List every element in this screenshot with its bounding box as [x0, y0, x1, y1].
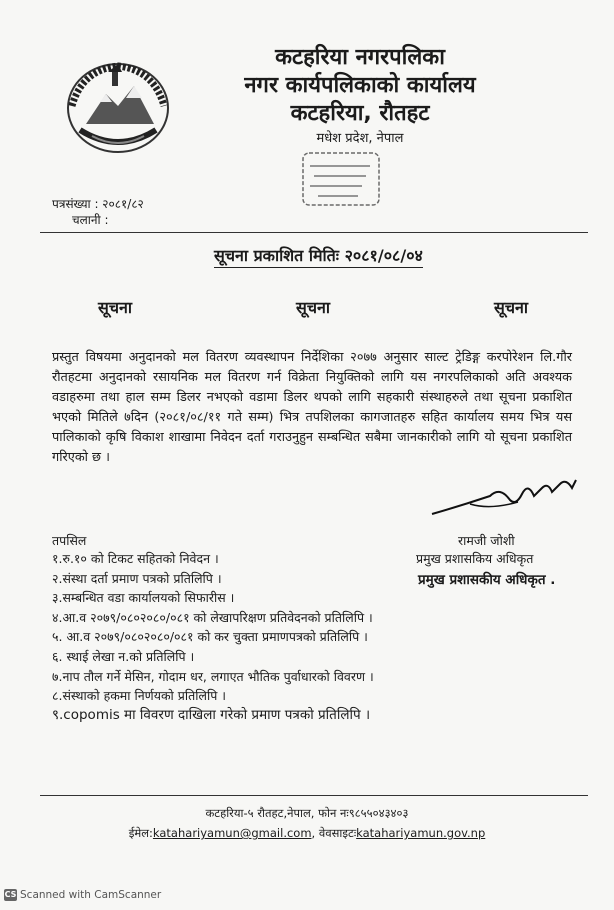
list-item: ३.सम्बन्धित वडा कार्यालयको सिफारीस । — [52, 590, 235, 606]
signatory-title: प्रमुख प्रशासकिय अधिकृत — [416, 551, 534, 566]
list-item: ४.आ.व २०७९/०८०२०८०/०८१ को लेखापरिक्षण प्रतिवेदनको प्रतिलिपि । — [52, 609, 373, 625]
signatory-title-stamp: प्रमुख प्रशासकीय अधिकृत . — [418, 572, 556, 588]
municipality-name: कटहरिया नगरपलिका — [275, 45, 445, 70]
watermark-text: Scanned with CamScanner — [20, 889, 162, 901]
office-name: नगर कार्यपलिकाको कार्यालय — [244, 73, 476, 98]
province-country: मधेश प्रदेश, नेपाल — [316, 131, 404, 146]
header-divider — [40, 232, 588, 233]
office-location: कटहरिया, रौतहट — [290, 101, 430, 126]
list-item: ७.नाप तौल गर्ने मेसिन, गोदाम धर, लगाएत भौतिक पुर्वाधारको विवरण । — [52, 668, 374, 684]
notice-publish-date: सूचना प्रकाशित मितिः २०८१/०८/०४ — [214, 244, 423, 268]
list-title: तपसिल — [52, 533, 87, 548]
email-link[interactable]: katahariyamun@gmail.com — [152, 826, 312, 840]
camscanner-logo-icon: CS — [4, 890, 17, 899]
list-item: ८.संस्थाको हकमा निर्णयको प्रतिलिपि । — [52, 688, 227, 704]
footer — [0, 803, 614, 843]
list-item: ५. आ.व २०७९/०८०२०८०/०८१ को कर चुक्ता प्रमाणपत्रको प्रतिलिपि । — [52, 629, 368, 645]
dispatch-number: चलानी : — [72, 213, 109, 227]
footer-divider — [40, 795, 588, 796]
email-label: ईमेल: — [128, 826, 153, 840]
notice-heading: सूचना — [296, 298, 331, 317]
notice-headings — [0, 296, 614, 320]
list-item: ६. स्थाई लेखा न.को प्रतिलिपि । — [52, 648, 195, 664]
list-item: ९.copomis मा विवरण दाखिला गरेको प्रमाण पत्रको प्रतिलिपि । — [52, 706, 371, 723]
list-item: १.रु.१० को टिकट सहितको निवेदन । — [52, 551, 219, 566]
required-documents-list — [52, 549, 572, 725]
footer-contacts: ईमेल:katahariyamun@gmail.com, वेवसाइटःkatahariyamun.gov.np — [128, 826, 486, 840]
footer-address: कटहरिया-५ रौतहट,नेपाल, फोन नः९८५५०४३४०३ — [205, 806, 409, 820]
letter-number: पत्रसंख्या : २०८१/८२ — [52, 197, 144, 211]
nepal-emblem-icon — [62, 58, 174, 156]
list-item: २.संस्था दर्ता प्रमाण पत्रको प्रतिलिपि । — [52, 570, 222, 586]
office-stamp-icon — [300, 150, 382, 208]
website-label: वेवसाइटः — [318, 826, 357, 840]
notice-body: प्रस्तुत विषयमा अनुदानको मल वितरण व्यवस्थापन निर्देशिका २०७७ अनुसार साल्ट ट्रेडिङ्ग करपोरेशन लि.गौर रौतहटमा अनुदानको रसायनिक मल वितरण गर्न विक्रेता नियुक्तिको लागि यस नगरपलिकाको अति अवश्यक वडाहरुमा तथा हाल सम्म डिलर नभएको वडामा डिलर थपको लागि सहकारी संस्थाहरुले तथा सूचना प्रकाशित भएको मितिले ७दिन (२०८१/०८/११ गते सम्म) भित्र तपशिलका कागजातहरु सहित कार्यालय समय भित्र यस पालिकाको कृषि विकाश शाखामा निवेदन दर्ता गराउनुहुन सम्बन्धित सबैमा जानकारीको लागि यो सूचना प्रकाशित गरिएको छ । — [52, 350, 572, 465]
letterhead — [230, 44, 490, 148]
reference-block — [52, 196, 144, 228]
signatory-name: रामजी जोशी — [458, 533, 515, 548]
notice-heading: सूचना — [494, 298, 529, 317]
handwritten-signature-icon — [430, 466, 580, 522]
scanner-watermark — [4, 889, 161, 901]
notice-heading: सूचना — [98, 298, 133, 317]
website-link[interactable]: katahariyamun.gov.np — [356, 826, 486, 840]
